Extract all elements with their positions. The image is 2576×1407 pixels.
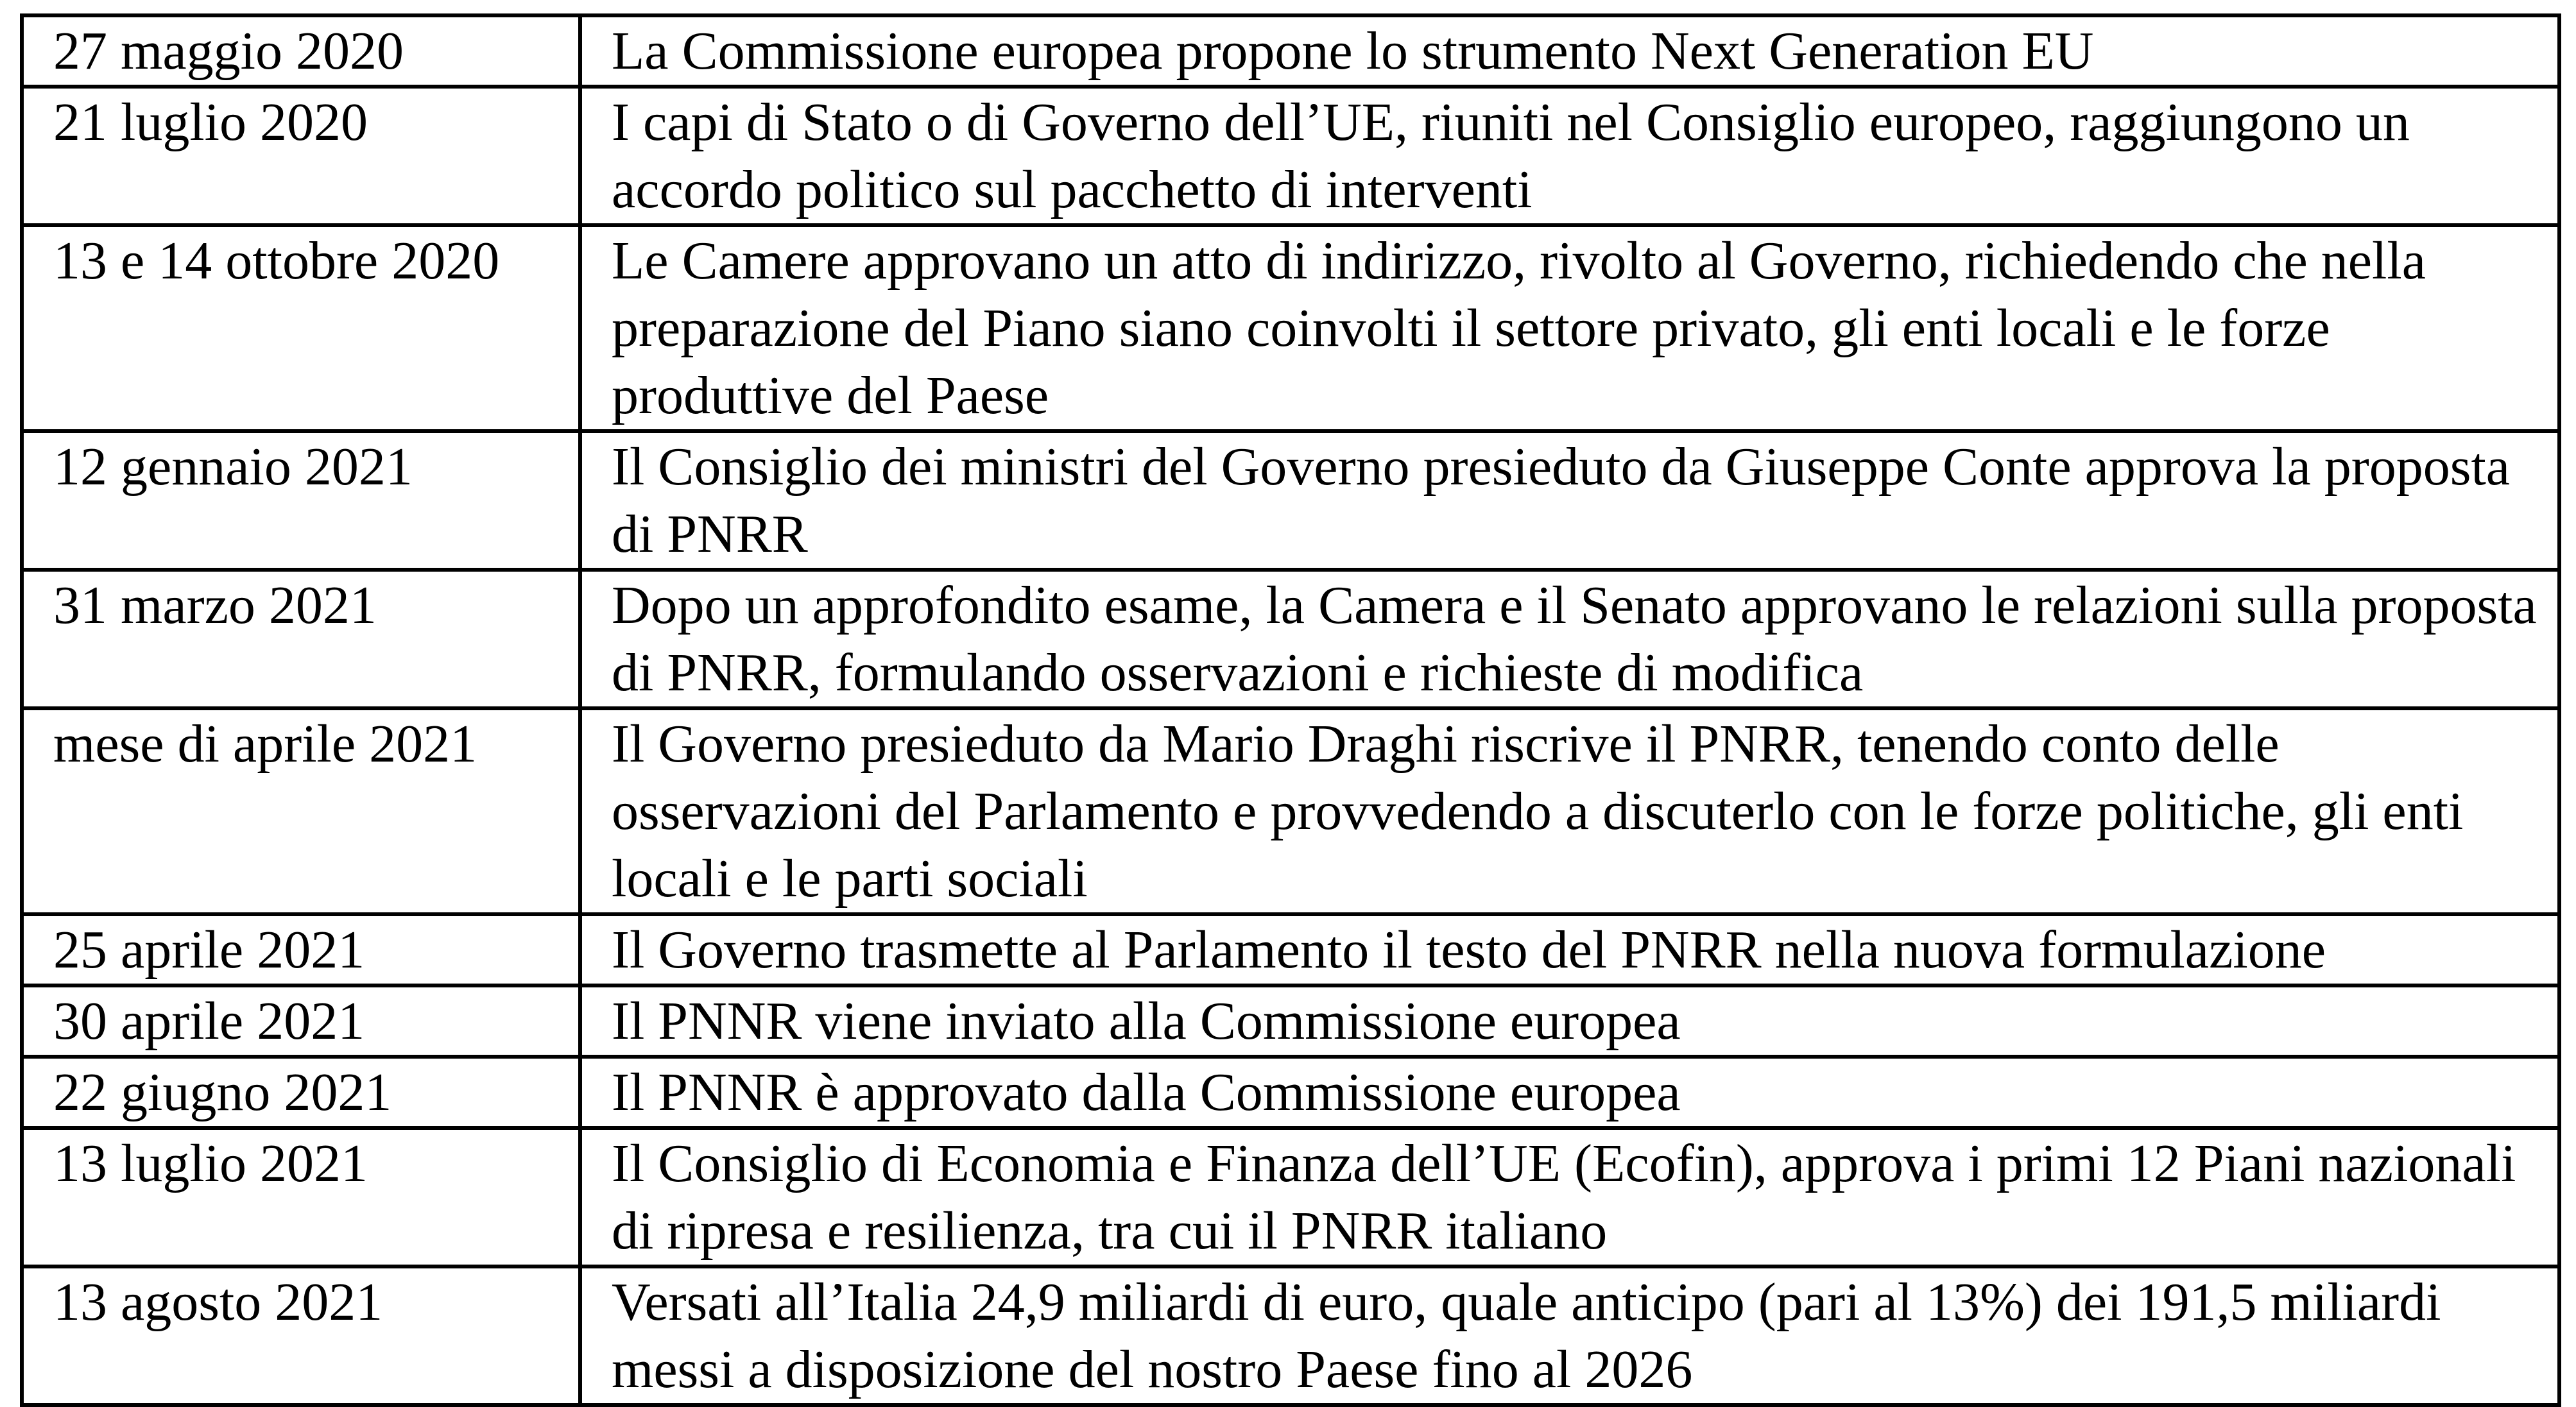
event-cell: Il PNNR è approvato dalla Commissione europea [580, 1057, 2559, 1128]
event-cell: La Commissione europea propone lo strumento Next Generation EU [580, 15, 2559, 87]
table-row [22, 431, 2559, 570]
event-cell: Il Consiglio dei ministri del Governo presieduto da Giuseppe Conte approva la proposta di PNRR [580, 431, 2559, 570]
table-row [22, 1128, 2559, 1266]
table-row [22, 914, 2559, 985]
table-row [22, 15, 2559, 87]
date-cell: 22 giugno 2021 [22, 1057, 580, 1128]
date-cell: 31 marzo 2021 [22, 570, 580, 708]
date-cell: mese di aprile 2021 [22, 708, 580, 914]
timeline-table-body [22, 15, 2559, 1405]
event-cell: Il Governo presieduto da Mario Draghi riscrive il PNRR, tenendo conto delle osservazioni del Parlamento e provvedendo a discuterlo con le forze politiche, gli enti locali e le parti sociali [580, 708, 2559, 914]
date-cell: 30 aprile 2021 [22, 985, 580, 1057]
date-cell: 13 agosto 2021 [22, 1266, 580, 1405]
table-row [22, 1057, 2559, 1128]
table-row [22, 570, 2559, 708]
date-cell: 13 e 14 ottobre 2020 [22, 225, 580, 431]
event-cell: Versati all’Italia 24,9 miliardi di euro, quale anticipo (pari al 13%) dei 191,5 miliardi messi a disposizione del nostro Paese fino al 2026 [580, 1266, 2559, 1405]
event-cell: Il Consiglio di Economia e Finanza dell’UE (Ecofin), approva i primi 12 Piani nazionali di ripresa e resilienza, tra cui il PNRR italiano [580, 1128, 2559, 1266]
table-row [22, 985, 2559, 1057]
event-cell: Il PNNR viene inviato alla Commissione europea [580, 985, 2559, 1057]
date-cell: 25 aprile 2021 [22, 914, 580, 985]
table-row [22, 708, 2559, 914]
table-row [22, 87, 2559, 225]
date-cell: 12 gennaio 2021 [22, 431, 580, 570]
event-cell: Dopo un approfondito esame, la Camera e il Senato approvano le relazioni sulla proposta di PNRR, formulando osservazioni e richieste di modifica [580, 570, 2559, 708]
date-cell: 21 luglio 2020 [22, 87, 580, 225]
timeline-table [20, 13, 2561, 1407]
date-cell: 27 maggio 2020 [22, 15, 580, 87]
table-row [22, 225, 2559, 431]
date-cell: 13 luglio 2021 [22, 1128, 580, 1266]
event-cell: Il Governo trasmette al Parlamento il testo del PNRR nella nuova formulazione [580, 914, 2559, 985]
event-cell: I capi di Stato o di Governo dell’UE, riuniti nel Consiglio europeo, raggiungono un accordo politico sul pacchetto di interventi [580, 87, 2559, 225]
table-row [22, 1266, 2559, 1405]
event-cell: Le Camere approvano un atto di indirizzo, rivolto al Governo, richiedendo che nella preparazione del Piano siano coinvolti il settore privato, gli enti locali e le forze produttive del Paese [580, 225, 2559, 431]
